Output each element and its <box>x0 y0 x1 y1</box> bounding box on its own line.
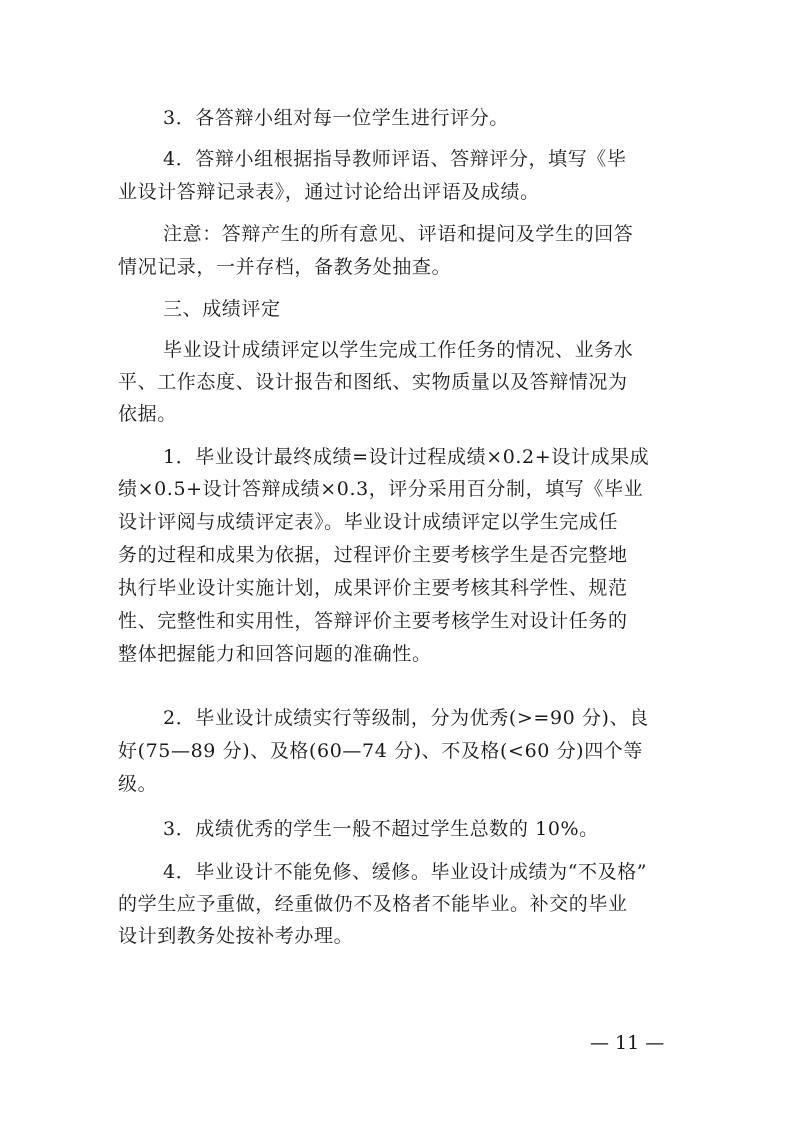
paragraph-line: 依据。 <box>118 403 177 425</box>
paragraph-line: 业设计答辩记录表》，通过讨论给出评语及成绩。 <box>118 181 540 203</box>
paragraph-line: 好(75—89 分)、及格(60—74 分)、不及格(<60 分)四个等 <box>118 740 643 762</box>
paragraph-line: 3．各答辩小组对每一位学生进行评分。 <box>163 107 509 129</box>
paragraph-line: 性、完整性和实用性，答辩评价主要考核学生对设计任务的 <box>118 610 628 632</box>
paragraph-line: 注意：答辩产生的所有意见、评语和提问及学生的回答 <box>163 223 634 245</box>
paragraph-line: 务的过程和成果为依据，过程评价主要考核学生是否完整地 <box>118 544 628 566</box>
paragraph-line: 4．毕业设计不能免修、缓修。毕业设计成绩为“不及格” <box>163 861 648 883</box>
paragraph-line: 整体把握能力和回答问题的准确性。 <box>118 643 432 665</box>
page-number: — 11 — <box>590 1032 665 1054</box>
paragraph-line: 3．成绩优秀的学生一般不超过学生总数的 10%。 <box>163 818 599 840</box>
paragraph-line: 级。 <box>118 773 158 795</box>
paragraph-line: 1．毕业设计最终成绩=设计过程成绩×0.2+设计成果成 <box>163 446 650 468</box>
paragraph-line: 执行毕业设计实施计划，成果评价主要考核其科学性、规范 <box>118 577 628 599</box>
paragraph-line: 情况记录，一并存档，备教务处抽查。 <box>118 256 452 278</box>
paragraph-line: 设计评阅与成绩评定表》。毕业设计成绩评定以学生完成任 <box>118 511 619 533</box>
paragraph-line: 设计到教务处按补考办理。 <box>118 925 354 947</box>
paragraph-line: 毕业设计成绩评定以学生完成工作任务的情况、业务水 <box>163 339 634 361</box>
paragraph-line: 的学生应予重做，经重做仍不及格者不能毕业。补交的毕业 <box>118 893 628 915</box>
paragraph-line: 2．毕业设计成绩实行等级制，分为优秀(>=90 分)、良 <box>163 707 649 729</box>
paragraph-line: 绩×0.5+设计答辩成绩×0.3，评分采用百分制，填写《毕业 <box>118 478 644 500</box>
paragraph-line: 平、工作态度、设计报告和图纸、实物质量以及答辩情况为 <box>118 371 628 393</box>
section-heading: 三、成绩评定 <box>163 298 281 320</box>
paragraph-line: 4．答辩小组根据指导教师评语、答辩评分，填写《毕 <box>163 148 627 170</box>
